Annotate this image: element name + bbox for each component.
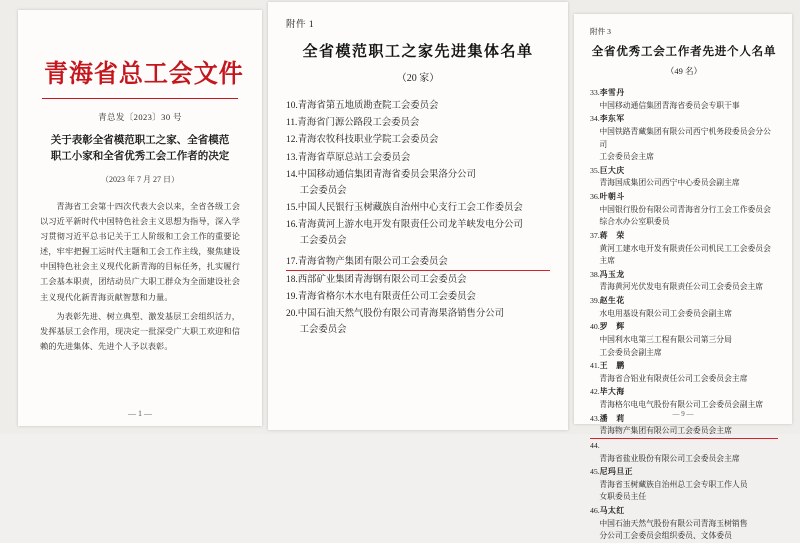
attachment-label: 附件 1 bbox=[286, 20, 315, 30]
list-item bbox=[286, 132, 550, 148]
person-name: 王 鹏 bbox=[599, 361, 625, 371]
person-detail: 中国铁路青藏集团有限公司西宁机务段委员会分公司 bbox=[599, 126, 771, 149]
person-detail: 青海国成集团公司西宁中心委员会副主席 bbox=[599, 178, 740, 188]
document-page-decision bbox=[18, 10, 262, 426]
list-item bbox=[286, 272, 550, 288]
list-item-index: 13. bbox=[286, 152, 298, 163]
person-detail: 青海省玉树藏族自治州总工会专职工作人员 bbox=[599, 479, 748, 489]
list-item bbox=[286, 150, 550, 166]
list-item bbox=[286, 98, 550, 114]
list-item bbox=[590, 113, 778, 164]
list-item bbox=[286, 306, 550, 338]
person-detail: 中国石油天然气股份有限公司青海玉树销售 bbox=[599, 518, 748, 528]
list-item-text: 青海省第五地质勘查院工会委员会 bbox=[297, 101, 439, 111]
document-page-individual-list bbox=[574, 14, 792, 541]
person-name: 李东军 bbox=[599, 114, 625, 124]
list-item-text: 中国石油天然气股份有限公司青海果洛销售分公司 bbox=[297, 309, 504, 320]
list-item bbox=[286, 217, 550, 249]
person-name: 冯玉龙 bbox=[599, 269, 625, 279]
list-item bbox=[590, 87, 778, 112]
list-title: 全省模范职工之家先进集体名单 bbox=[302, 44, 534, 60]
person-detail-cont: 分公司工会委员会组织委员、文体委员 bbox=[599, 531, 732, 541]
list-item-text: 青海黄河上游水电开发有限责任公司龙羊峡发电分公司 bbox=[297, 220, 523, 231]
person-detail-cont: 工会委员会副主席 bbox=[599, 347, 662, 357]
document-body bbox=[40, 199, 240, 355]
document-subject: 关于表彰全省模范职工之家、全省模范职工小家和全省优秀工会工作者的决定 bbox=[50, 135, 230, 163]
list-item bbox=[590, 191, 778, 229]
list-item bbox=[286, 200, 550, 216]
red-divider bbox=[42, 98, 238, 99]
person-detail-cont: 工会委员会主席 bbox=[599, 152, 654, 162]
list-item-index: 39. bbox=[590, 296, 600, 305]
person-detail: 中国移动通信集团青海省委员会专职干事 bbox=[599, 100, 740, 110]
list-item-highlighted bbox=[286, 254, 550, 271]
list-item-index: 44. bbox=[590, 440, 600, 450]
list-item-text: 青海省草原总站工会委员会 bbox=[297, 152, 411, 163]
person-name: 赵生花 bbox=[599, 296, 625, 305]
list-item-index: 33. bbox=[590, 88, 600, 97]
person-detail: 青海省盐业股份有限公司工会委员会主席 bbox=[599, 453, 740, 463]
person-name: 潘 莉 bbox=[599, 413, 625, 423]
list-item bbox=[590, 386, 778, 411]
person-name: 马太红 bbox=[599, 506, 625, 515]
list-item-text: 青海省物产集团有限公司工会委员会 bbox=[297, 256, 448, 267]
person-detail: 青海省合铝业有限责任公司工会委员会主席 bbox=[599, 373, 748, 383]
list-item-index: 42. bbox=[590, 387, 600, 397]
list-item-index: 45. bbox=[590, 467, 600, 477]
list-item-index: 20. bbox=[286, 309, 298, 320]
list-count: （49 名） bbox=[665, 66, 703, 76]
list-item-index: 37. bbox=[590, 230, 600, 240]
list-item-index: 14. bbox=[286, 169, 298, 180]
list-item-index: 15. bbox=[286, 203, 298, 214]
organization-title: 青海省总工会文件 bbox=[44, 61, 244, 88]
person-name bbox=[600, 441, 625, 450]
list-item-index: 16. bbox=[286, 220, 298, 231]
person-detail: 青海物产集团有限公司工会委员会主席 bbox=[599, 426, 732, 436]
individual-list bbox=[590, 87, 778, 543]
collective-list bbox=[286, 98, 550, 338]
list-item bbox=[590, 360, 778, 385]
person-name: 李雪丹 bbox=[599, 88, 625, 97]
list-title: 全省优秀工会工作者先进个人名单 bbox=[591, 46, 777, 58]
person-detail-cont: 综合水办公室职委员 bbox=[599, 217, 670, 227]
body-paragraph: 为表彰先进、树立典型、激发基层工会组织活力，发挥基层工会作用，现决定一批深受广大职工欢迎和信赖的先进集体、先进个人予以表彰。 bbox=[40, 311, 240, 352]
attachment-label: 附件 3 bbox=[590, 27, 611, 36]
list-item bbox=[286, 115, 550, 131]
person-detail: 中国利水电第三工程有限公司第三分局 bbox=[599, 334, 732, 344]
list-item-index: 10. bbox=[286, 101, 298, 111]
document-date: （2023 年 7 月 27 日） bbox=[101, 174, 179, 184]
list-item bbox=[590, 165, 778, 190]
list-item-text: 中国移动通信集团青海省委员会果洛分公司 bbox=[297, 169, 476, 180]
page-number: — 1 — bbox=[128, 409, 152, 418]
list-count: （20 家） bbox=[396, 73, 440, 84]
list-item-index: 41. bbox=[590, 361, 600, 371]
list-item-index: 38. bbox=[590, 269, 600, 279]
list-item-text: 青海省门源公路段工会委员会 bbox=[297, 118, 420, 129]
list-item-index: 19. bbox=[286, 291, 298, 302]
list-item-text: 青海农牧科技职业学院工会委员会 bbox=[297, 135, 439, 146]
list-item bbox=[590, 230, 778, 268]
list-item-text-cont: 工会委员会 bbox=[299, 185, 347, 196]
person-name: 蒋 荣 bbox=[599, 230, 625, 240]
person-name: 巨大庆 bbox=[599, 165, 625, 175]
list-item-text-cont: 工会委员会 bbox=[299, 236, 347, 247]
list-item-index: 12. bbox=[286, 135, 298, 146]
list-item-index: 46. bbox=[590, 506, 600, 515]
person-detail: 黄河工建水电开发有限责任公司机民工工会委员会主席 bbox=[599, 243, 771, 266]
document-number: 青总发〔2023〕30 号 bbox=[98, 112, 182, 122]
list-item-index: 40. bbox=[590, 322, 600, 332]
person-detail: 青海黄河光伏发电有限责任公司工会委员会主席 bbox=[599, 282, 764, 292]
list-item-text-cont: 工会委员会 bbox=[299, 325, 347, 336]
document-page-collective-list bbox=[268, 2, 568, 430]
list-item bbox=[590, 269, 778, 294]
list-item-index: 17. bbox=[286, 256, 298, 267]
list-item-index: 35. bbox=[590, 165, 600, 175]
list-item-text: 西部矿业集团青海钢有限公司工会委员会 bbox=[297, 274, 467, 285]
list-item-text: 中国人民银行玉树藏族自治州中心支行工会工作委员会 bbox=[297, 203, 523, 214]
list-item-index: 18. bbox=[286, 274, 298, 285]
list-item bbox=[286, 289, 550, 305]
list-item-index: 11. bbox=[286, 118, 298, 129]
person-name: 毕大海 bbox=[599, 387, 625, 397]
person-detail-cont: 女职委员主任 bbox=[599, 492, 647, 502]
person-detail: 水电用基设有限公司工会委员会副主席 bbox=[599, 308, 732, 318]
list-item bbox=[286, 167, 550, 199]
person-name: 罗 辉 bbox=[599, 322, 625, 332]
person-detail: 青海格尔电电气股份有限公司工会委员会副主席 bbox=[599, 400, 764, 409]
body-paragraph: 青海省工会第十四次代表大会以来，全省各级工会以习近平新时代中国特色社会主义思想为指导，深入学习贯彻习近平总书记关于工人阶级和工会工作的重要论述，牢牢把握工运时代主题和工会工作主线，聚焦建设中国特色社会主义现代化新青海的目标任务，扎实履行工会基本职责，团结动员广大职工群众为全面建设社会主义现代化新青海贡献智慧和力量。 bbox=[40, 201, 240, 302]
list-item-index: 36. bbox=[590, 192, 600, 201]
list-item-text: 青海省格尔木水电有限责任公司工会委员会 bbox=[297, 291, 476, 302]
person-name: 尼玛旦正 bbox=[599, 467, 633, 477]
list-item bbox=[590, 295, 778, 320]
list-item-index: 34. bbox=[590, 114, 600, 124]
page-number: — 9 — bbox=[672, 410, 694, 418]
list-item bbox=[590, 466, 778, 504]
list-item bbox=[590, 321, 778, 359]
list-item-index: 43. bbox=[590, 413, 600, 423]
person-detail: 中国银行股份有限公司青海省分行工会工作委员会 bbox=[599, 204, 771, 214]
list-item bbox=[590, 440, 778, 465]
list-item bbox=[590, 505, 778, 543]
person-name: 叶朝斗 bbox=[599, 192, 625, 201]
